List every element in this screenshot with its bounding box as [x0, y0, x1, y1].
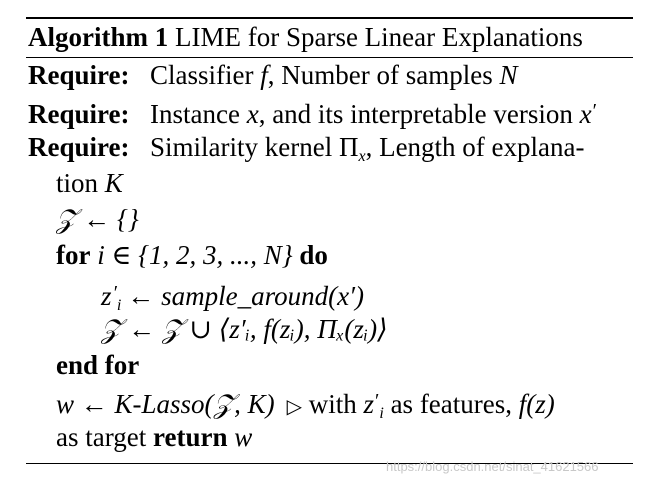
- math-K: K: [104, 168, 123, 198]
- watermark: https://blog.csdn.net/sinat_41621566: [386, 459, 599, 474]
- require-keyword: Require:: [28, 132, 130, 162]
- math-z: z: [363, 389, 374, 419]
- text: , Length of explana-: [365, 132, 585, 162]
- return-line: [56, 420, 252, 454]
- text: with: [301, 389, 364, 419]
- text: as features,: [383, 389, 519, 419]
- text: Instance: [150, 99, 247, 129]
- end-for-line: end for: [56, 350, 140, 380]
- prime-mark: ′: [112, 282, 117, 304]
- init-line: 𝒵 ← {}: [56, 204, 139, 234]
- math-z: z: [101, 281, 112, 311]
- require-keyword: Require:: [28, 60, 130, 90]
- math-sub-i: i: [116, 297, 122, 314]
- text: , Number of samples: [267, 60, 500, 90]
- require-keyword: Require:: [28, 99, 130, 129]
- algorithm-label: Algorithm 1: [28, 22, 169, 52]
- text: tion: [56, 168, 105, 198]
- return-value: w: [227, 422, 253, 452]
- prime-mark: ′: [375, 390, 380, 412]
- require-kernel-cont: [56, 166, 123, 200]
- for-condition: i ∈ {1, 2, 3, ..., N}: [97, 240, 293, 270]
- require-instance: [28, 94, 597, 131]
- text: Similarity kernel: [150, 132, 339, 162]
- math-sub-x: x: [358, 148, 366, 165]
- math-f: f: [260, 60, 268, 90]
- prime-mark: ′: [592, 100, 597, 122]
- math-x: x: [246, 99, 259, 129]
- return-keyword: return: [152, 422, 228, 452]
- text: as target: [56, 422, 153, 452]
- do-keyword: do: [299, 240, 328, 270]
- for-keyword: for: [56, 240, 91, 270]
- math-pi: Π: [338, 132, 359, 162]
- algorithm-title: [28, 20, 583, 54]
- lasso-expression: w ← K-Lasso(𝒵, K): [56, 389, 275, 419]
- text: ← sample_around(x′): [127, 281, 364, 311]
- text: , and its interpretable version: [258, 99, 580, 129]
- math-sub-i: i: [379, 405, 384, 422]
- loop-union-line: 𝒵 ← 𝒵 ∪ ⟨z′ᵢ, f(zᵢ), Πₓ(zᵢ)⟩: [101, 314, 388, 344]
- math-N: N: [499, 60, 518, 90]
- math-fz: f(z): [518, 389, 555, 419]
- for-line: [56, 238, 328, 272]
- comment-triangle-icon: ▷: [286, 396, 302, 418]
- algorithm-name: LIME for Sparse Linear Explanations: [174, 22, 583, 52]
- top-rule: [26, 17, 633, 19]
- require-classifier: [28, 58, 517, 92]
- text: Classifier: [150, 60, 261, 90]
- math-x-prime: x: [579, 99, 592, 129]
